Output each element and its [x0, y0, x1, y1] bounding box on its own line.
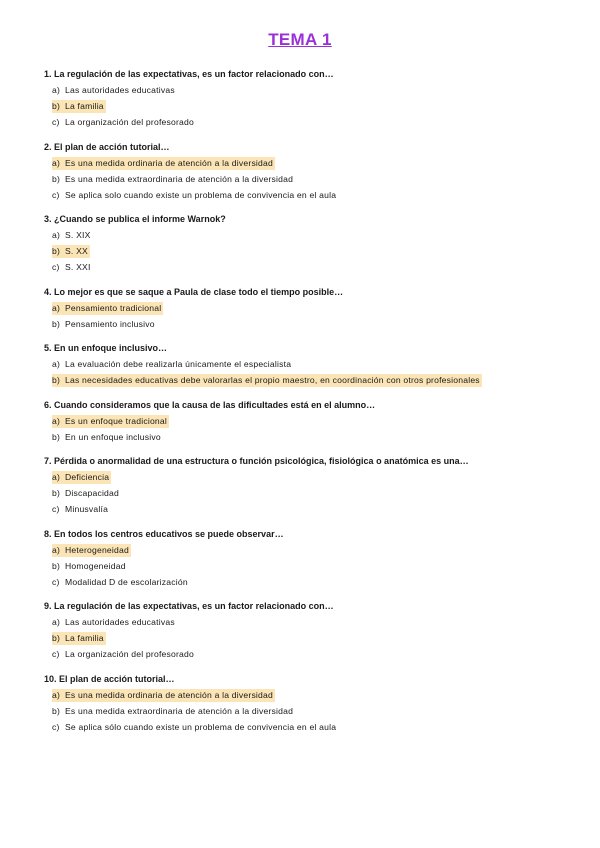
option-content: [52, 431, 163, 444]
option-text: Se aplica solo cuando existe un problema de convivencia en el aula: [65, 189, 337, 200]
answer-option: [44, 358, 574, 371]
answer-option-correct: [44, 302, 574, 315]
option-text: La familia: [65, 633, 104, 643]
answer-option-correct: [44, 689, 574, 702]
answer-option: [44, 503, 574, 516]
question-text: 1. La regulación de las expectativas, es un factor relacionado con…: [44, 69, 334, 79]
option-text: Es una medida ordinaria de atención a la diversidad: [65, 157, 273, 168]
question-text: 4. Lo mejor es que se saque a Paula de clase todo el tiempo posible…: [44, 286, 344, 297]
question-2: [44, 141, 574, 202]
option-content: [52, 721, 338, 734]
option-text: Las necesidades educativas debe valorarlas el propio maestro, en coordinación con otros profesionales: [65, 375, 480, 385]
answer-option: [44, 576, 574, 589]
answer-option-correct: [44, 544, 574, 557]
question-3: [44, 213, 574, 274]
option-letter: a): [52, 415, 61, 426]
option-text: Homogeneidad: [65, 560, 126, 571]
question-text: 2. El plan de acción tutorial…: [44, 141, 170, 152]
option-letter: c): [52, 721, 60, 732]
option-content: [52, 318, 157, 331]
answer-option: [44, 648, 574, 661]
option-text: Deficiencia: [65, 472, 110, 482]
option-content: [52, 302, 163, 315]
option-content: [52, 576, 190, 589]
option-content: [52, 648, 196, 661]
option-content: [52, 374, 482, 387]
option-letter: c): [52, 262, 60, 272]
answer-option-correct: [44, 157, 574, 170]
option-text: Pensamiento tradicional: [65, 302, 162, 313]
option-content: [52, 616, 177, 629]
option-letter: a): [52, 689, 61, 700]
question-6: [44, 399, 574, 444]
question-text: 9. La regulación de las expectativas, es un factor relacionado con…: [44, 601, 334, 611]
option-letter: b): [52, 101, 61, 111]
option-content: [52, 189, 338, 202]
option-content: [52, 503, 110, 516]
question-text: 10. El plan de acción tutorial…: [44, 673, 175, 684]
option-content: [52, 560, 128, 573]
answer-option-correct: [44, 100, 574, 113]
option-content: [52, 415, 169, 428]
option-text: Heterogeneidad: [65, 544, 129, 555]
option-text: Modalidad D de escolarización: [65, 576, 188, 587]
answer-option-correct: [44, 374, 574, 387]
option-content: [52, 544, 131, 557]
option-content: [52, 84, 177, 97]
answer-option: [44, 84, 574, 97]
option-text: S. XX: [65, 246, 88, 256]
option-text: Es una medida extraordinaria de atención a la diversidad: [65, 705, 294, 716]
answer-option: [44, 261, 574, 274]
option-letter: b): [52, 173, 61, 184]
answer-option: [44, 189, 574, 202]
question-4: [44, 286, 574, 331]
option-letter: b): [52, 431, 61, 442]
option-text: Es una medida extraordinaria de atención a la diversidad: [65, 173, 294, 184]
option-letter: c): [52, 189, 60, 200]
option-text: La familia: [65, 101, 104, 111]
question-text: 3. ¿Cuando se publica el informe Warnok?: [44, 214, 226, 224]
option-letter: b): [52, 705, 61, 716]
option-letter: b): [52, 375, 61, 385]
option-text: Minusvalía: [65, 504, 109, 514]
option-content: [52, 632, 106, 645]
answer-option: [44, 431, 574, 444]
option-text: Pensamiento inclusivo: [65, 318, 155, 329]
question-list: [44, 68, 574, 745]
option-content: [52, 229, 93, 242]
option-letter: b): [52, 246, 61, 256]
option-letter: a): [52, 359, 61, 369]
option-content: [52, 261, 93, 274]
answer-option: [44, 616, 574, 629]
option-letter: a): [52, 230, 61, 240]
option-letter: a): [52, 157, 61, 168]
option-letter: b): [52, 633, 61, 643]
option-content: [52, 173, 295, 186]
answer-option: [44, 705, 574, 718]
question-text: 7. Pérdida o anormalidad de una estructura o función psicológica, fisiológica o anatómica es una…: [44, 456, 469, 466]
answer-option-correct: [44, 632, 574, 645]
option-letter: c): [52, 117, 60, 127]
option-text: La organización del profesorado: [65, 117, 194, 127]
option-content: [52, 689, 275, 702]
option-text: S. XXI: [65, 262, 91, 272]
answer-option: [44, 721, 574, 734]
option-text: Es un enfoque tradicional: [65, 415, 167, 426]
question-text: 8. En todos los centros educativos se puede observar…: [44, 528, 284, 539]
option-letter: c): [52, 649, 60, 659]
answer-option: [44, 560, 574, 573]
option-content: [52, 157, 275, 170]
option-content: [52, 705, 295, 718]
answer-option-correct: [44, 471, 574, 484]
option-text: En un enfoque inclusivo: [65, 431, 161, 442]
answer-option: [44, 318, 574, 331]
option-text: Discapacidad: [65, 488, 119, 498]
question-text: 5. En un enfoque inclusivo…: [44, 343, 168, 353]
question-9: [44, 600, 574, 661]
option-text: Es una medida ordinaria de atención a la diversidad: [65, 689, 273, 700]
option-content: [52, 100, 106, 113]
answer-option: [44, 487, 574, 500]
option-letter: b): [52, 560, 61, 571]
question-text: 6. Cuando consideramos que la causa de las dificultades está en el alumno…: [44, 399, 376, 410]
question-7: [44, 455, 574, 516]
option-text: S. XIX: [65, 230, 91, 240]
option-content: [52, 358, 293, 371]
option-text: Las autoridades educativas: [65, 617, 175, 627]
option-letter: a): [52, 472, 61, 482]
option-letter: c): [52, 504, 60, 514]
option-letter: a): [52, 617, 61, 627]
answer-option-correct: [44, 245, 574, 258]
option-letter: a): [52, 85, 61, 95]
option-text: Las autoridades educativas: [65, 85, 175, 95]
option-content: [52, 487, 121, 500]
question-10: [44, 673, 574, 734]
option-text: Se aplica sólo cuando existe un problema de convivencia en el aula: [65, 721, 337, 732]
option-letter: b): [52, 318, 61, 329]
option-content: [52, 471, 111, 484]
option-content: [52, 245, 90, 258]
page-title: TEMA 1: [268, 30, 332, 49]
answer-option-correct: [44, 415, 574, 428]
option-content: [52, 116, 196, 129]
option-text: La evaluación debe realizarla únicamente el especialista: [65, 359, 292, 369]
option-letter: a): [52, 302, 61, 313]
question-1: [44, 68, 574, 129]
option-letter: c): [52, 576, 60, 587]
question-8: [44, 528, 574, 589]
option-letter: b): [52, 488, 61, 498]
answer-option: [44, 116, 574, 129]
option-letter: a): [52, 544, 61, 555]
option-text: La organización del profesorado: [65, 649, 194, 659]
answer-option: [44, 229, 574, 242]
question-5: [44, 342, 574, 387]
answer-option: [44, 173, 574, 186]
